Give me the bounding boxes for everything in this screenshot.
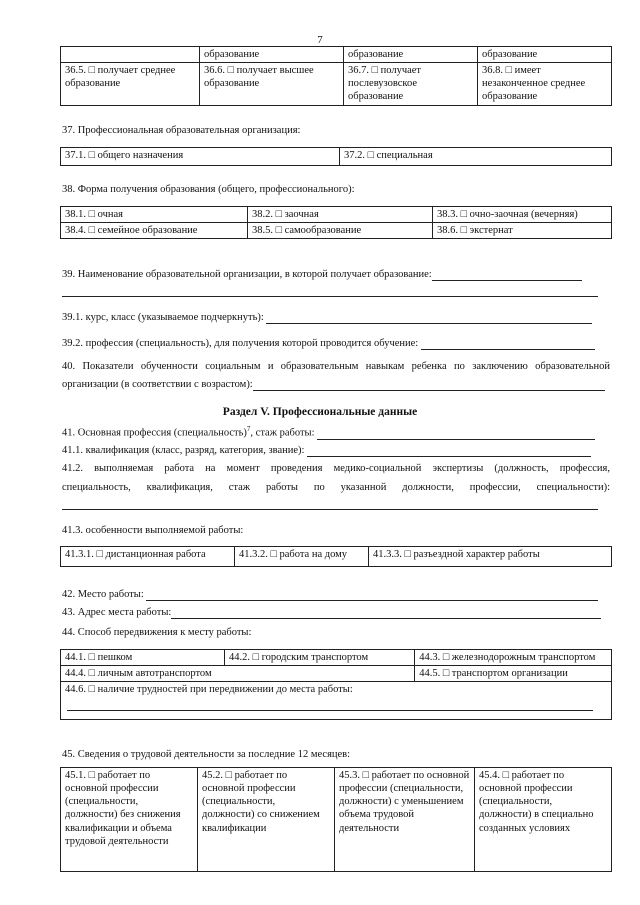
checkbox-option[interactable]: 45.4. □ работает по основной профессии (специальности, должности) в специально созданных условиях [475, 768, 612, 872]
section-title: Раздел V. Профессиональные данные [222, 406, 418, 418]
checkbox-option[interactable]: 36.8. □ имеет незаконченное среднее образование [478, 63, 612, 105]
q44-table [60, 649, 612, 720]
checkbox-option[interactable]: 44.5. □ транспортом организации [415, 666, 612, 682]
checkbox-option[interactable]: 44.3. □ железнодорожным транспортом [415, 650, 612, 666]
checkbox-option[interactable]: 45.3. □ работает по основной профессии (специальности, должности) с уменьшением объема трудовой деятельности [335, 768, 475, 872]
q38-table [60, 206, 612, 239]
q40-input[interactable] [253, 379, 605, 391]
q39-2-label [62, 337, 595, 350]
checkbox-option[interactable]: 38.2. □ заочная [248, 207, 433, 223]
q38-label: 38. Форма получения образования (общего, профессионального): [62, 184, 355, 195]
q42-label [62, 588, 598, 601]
q41-input[interactable] [317, 428, 595, 440]
checkbox-option[interactable]: 37.2. □ специальная [340, 148, 612, 166]
q39-text: 39. Наименование образовательной организации, в которой получает образование: [62, 269, 432, 280]
q44-6-text: 44.6. □ наличие трудностей при передвижении до места работы: [65, 684, 353, 696]
table-cell: образование [344, 47, 478, 63]
q39-2-text: 39.2. профессия (специальность), для получения которой проводится обучение: [62, 338, 419, 349]
q41-label [62, 425, 595, 440]
q41-1-input[interactable] [307, 445, 591, 457]
checkbox-option[interactable]: 38.3. □ очно-заочная (вечерняя) [433, 207, 612, 223]
q37-label: 37. Профессиональная образовательная организация: [62, 125, 301, 136]
table-cell: образование [200, 47, 344, 63]
q41-2-text-a: 41.2. выполняемая работа на момент проведения медико-социальной экспертизы (должность, профессия, [62, 463, 610, 474]
education-level-table [60, 46, 612, 106]
checkbox-option[interactable]: 44.1. □ пешком [61, 650, 225, 666]
q41-1-label [62, 444, 591, 457]
checkbox-option[interactable]: 38.6. □ экстернат [433, 223, 612, 239]
q40-label [62, 378, 605, 391]
checkbox-option[interactable]: 36.5. □ получает среднее образование [61, 63, 200, 105]
checkbox-option[interactable]: 44.4. □ личным автотранспортом [61, 666, 415, 682]
q39-input[interactable] [432, 269, 582, 281]
q43-input[interactable] [171, 607, 601, 619]
q39-input-line2[interactable] [62, 296, 598, 297]
q45-table [60, 767, 612, 872]
checkbox-option[interactable]: 36.6. □ получает высшее образование [200, 63, 344, 105]
q41-tail: , стаж работы: [250, 427, 315, 439]
q39-1-label [62, 311, 592, 324]
q41-2-text-b: специальность, квалификация, стаж работы по указанной должности, профессии, специальности): [62, 482, 610, 493]
checkbox-option[interactable]: 38.4. □ семейное образование [61, 223, 248, 239]
checkbox-option[interactable]: 36.7. □ получает послевузовское образование [344, 63, 478, 105]
q43-text: 43. Адрес места работы: [62, 607, 172, 618]
q44-6-input[interactable] [67, 710, 593, 711]
checkbox-option[interactable]: 41.3.3. □ разъездной характер работы [369, 547, 612, 567]
q42-text: 42. Место работы: [62, 589, 144, 600]
checkbox-option[interactable]: 41.3.1. □ дистанционная работа [61, 547, 235, 567]
q41-1-text: 41.1. квалификация (класс, разряд, категория, звание): [62, 445, 305, 456]
checkbox-option[interactable] [61, 682, 612, 720]
q39-1-input[interactable] [266, 312, 592, 324]
checkbox-option[interactable]: 44.2. □ городским транспортом [225, 650, 415, 666]
q41-3-table [60, 546, 612, 567]
q40-text: 40. Показатели обученности социальным и образовательным навыкам ребенка по заключению образовательной [62, 361, 610, 372]
q44-label: 44. Способ передвижения к месту работы: [62, 627, 252, 638]
footnote-mark: 7 [246, 425, 251, 433]
table-cell: образование [478, 47, 612, 63]
q43-label [62, 606, 601, 619]
table-cell [61, 47, 200, 63]
q41-text: 41. Основная профессия (специальность) [62, 427, 247, 439]
q42-input[interactable] [146, 589, 598, 601]
q39-1-text: 39.1. курс, класс (указываемое подчеркнуть): [62, 312, 264, 323]
checkbox-option[interactable]: 37.1. □ общего назначения [61, 148, 340, 166]
checkbox-option[interactable]: 38.5. □ самообразование [248, 223, 433, 239]
q40-text2: организации (в соответствии с возрастом): [62, 379, 253, 390]
q41-3-label: 41.3. особенности выполняемой работы: [62, 525, 244, 536]
q37-table [60, 147, 612, 166]
page-number: 7 [317, 34, 323, 46]
checkbox-option[interactable]: 45.2. □ работает по основной профессии (специальности, должности) со снижением квалификации [198, 768, 335, 872]
q41-2-input[interactable] [62, 509, 598, 510]
checkbox-option[interactable]: 41.3.2. □ работа на дому [235, 547, 369, 567]
checkbox-option[interactable]: 38.1. □ очная [61, 207, 248, 223]
q39-label [62, 268, 582, 281]
q45-label: 45. Сведения о трудовой деятельности за последние 12 месяцев: [62, 749, 351, 760]
q39-2-input[interactable] [421, 338, 595, 350]
checkbox-option[interactable]: 45.1. □ работает по основной профессии (специальности, должности) без снижения квалификации и объема трудовой деятельности [61, 768, 198, 872]
